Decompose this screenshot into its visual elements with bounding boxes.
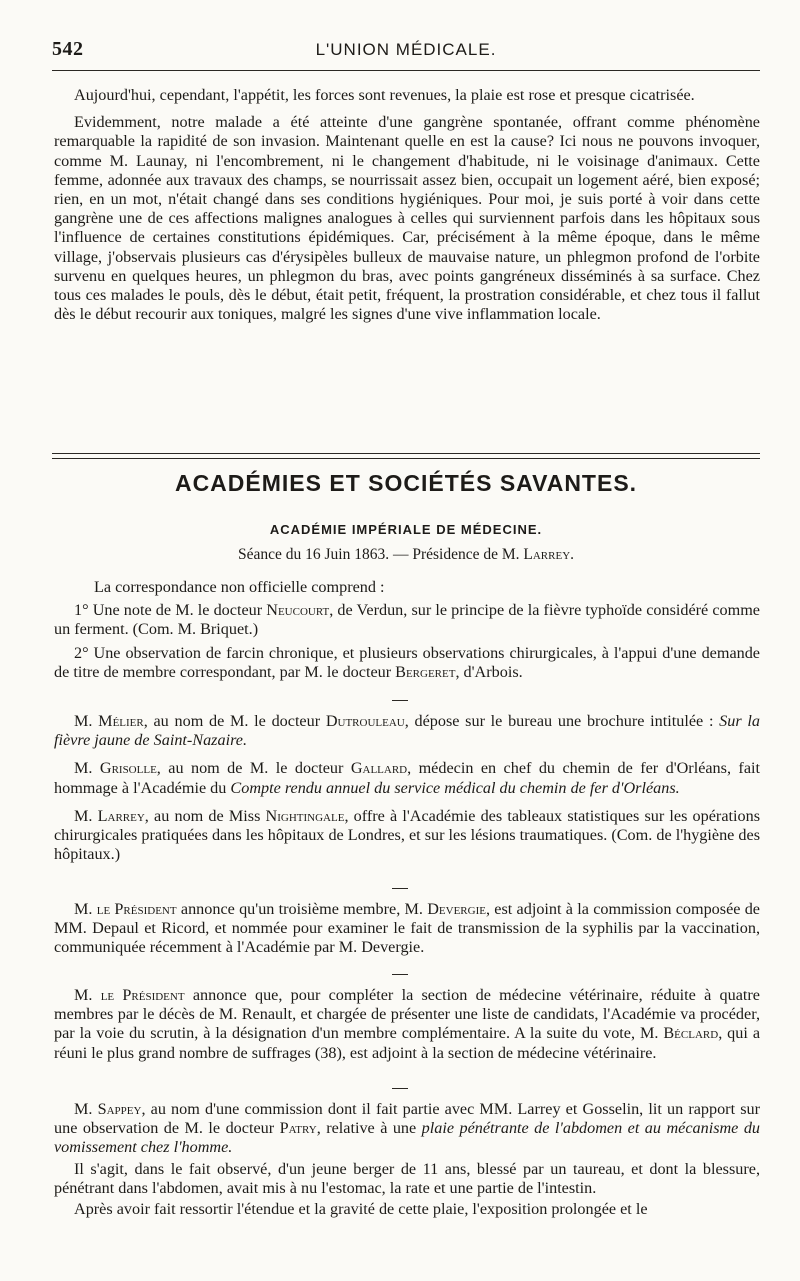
- melier-text-b: , au nom de M. le docteur: [143, 712, 326, 730]
- sappey-name: Sappey: [97, 1100, 142, 1118]
- melier-title: Sur la fièvre jaune de Saint-Nazaire.: [54, 712, 760, 750]
- paragraph-last: Après avoir fait ressortir l'étendue et la gravité de cette plaie, l'exposition prolongée et le: [74, 1200, 648, 1219]
- pres2-name: le Président: [100, 986, 185, 1004]
- pres2-text-b: annonce que, pour compléter la section de médecine vétérinaire, réduite à quatre membres par le décès de M. Renault, et chargée de présenter une liste de candidats, l'Académie va procéder, par la voie du scrutin, à la désignation d'un membre complémentaire. A la suite du vote, M.: [54, 986, 760, 1043]
- pres2-beclard: Béclard: [663, 1024, 719, 1043]
- melier-text-c: , dépose sur le bureau une brochure intitulée :: [404, 712, 720, 730]
- page-header: [52, 38, 760, 64]
- pres1-name: le Président: [96, 900, 177, 918]
- grisolle-name: Grisolle: [99, 759, 157, 778]
- paragraph-president-2: [54, 986, 760, 1063]
- paragraph-sappey: [54, 1100, 760, 1158]
- sappey-title: plaie pénétrante de l'abdomen et au mécanisme du vomissement chez l'homme.: [54, 1119, 761, 1157]
- president-block-2: [54, 986, 760, 1063]
- pres2-m: M.: [74, 986, 101, 1004]
- paragraph-larrey: [54, 807, 760, 865]
- subsection-title: ACADÉMIE IMPÉRIALE DE MÉDECINE.: [269, 522, 543, 537]
- separator-dash: [392, 974, 408, 975]
- article-continuation: [54, 86, 760, 324]
- section-title: ACADÉMIES ET SOCIÉTÉS SAVANTES.: [174, 470, 638, 496]
- larrey-text-c: , offre à l'Académie des tableaux statistiques sur les opérations chirurgicales pratiquées dans les hôpitaux de Londres, et sur les lésions traumatiques. (Com. de l'hygiène des hôpitaux.): [54, 806, 760, 864]
- separator-dash: [392, 888, 408, 889]
- paragraph-gangrene: Evidemment, notre malade a été atteinte d'une gangrène spontanée, offrant comme phénomène remarquable la rapidité de son invasion. Maintenant quelle en est la cause? Ici nous ne pouvons invoquer, comme M. Launay, ni l'encombrement, ni le changement d'habitude, ni le voisinage d'animaux. Cette femme, adonnée aux travaux des champs, se nourrissait assez bien, occupait un logement aéré, bien exposé; rien, en un mot, n'était changé dans ses conditions hygiéniques. Pour moi, je suis porté à voir dans cette gangrène une de ces affections malignes analogues à celles qui surviennent parfois dans les hôpitaux sous l'influence de certaines constitutions épidémiques. Car, précisément à la même époque, dans le même village, j'observais plusieurs cas d'érysipèles bulleux de mauvaise nature, un phlegmon profond de l'orbite survenu en quelques heures, un phlegmon du bras, avec points gangréneux disséminés à sa surface. Chez tous ces malades le pouls, dès le début, était petit, fréquent, la prostration considérable, et chez tous il fallut dès le début recourir aux toniques, malgré les signes d'une vive inflammation locale.: [54, 113, 760, 324]
- item1-text-a: 1° Une note de M. le docteur: [74, 601, 267, 620]
- presentations-block: [54, 712, 760, 864]
- larrey-nightingale: Nightingale: [265, 806, 345, 825]
- session-line: [52, 546, 760, 564]
- session-prefix: Séance du 16 Juin 1863. — Présidence de M.: [237, 546, 524, 563]
- correspondence-item-2: [54, 644, 760, 682]
- paragraph-grisolle: [54, 759, 760, 797]
- pres1-devergie: Devergie: [427, 900, 486, 918]
- separator-dash: [392, 700, 408, 701]
- sappey-text-b: , au nom d'une commission dont il fait partie avec MM. Larrey et Gosselin, lit un rapport sur une observation de M. le docteur: [54, 1100, 760, 1138]
- paragraph-appetite: Aujourd'hui, cependant, l'appétit, les forces sont revenues, la plaie est rose et presque cicatrisée.: [74, 86, 695, 104]
- pres1-text-b: annonce qu'un troisième membre, M.: [176, 900, 428, 918]
- item1-author: Neucourt: [266, 601, 330, 620]
- item2-text-a: 2° Une observation de farcin chronique, et plusieurs observations chirurgicales, à l'appui d'une demande de titre de membre correspondant, par M. le docteur: [54, 643, 760, 681]
- grisolle-title: Compte rendu annuel du service médical du chemin de fer d'Orléans.: [230, 778, 680, 797]
- larrey-m: M.: [74, 806, 98, 825]
- melier-m: M.: [74, 712, 99, 730]
- president-block-1: [54, 900, 760, 958]
- header-rule: [52, 70, 760, 71]
- correspondence-block: [54, 578, 760, 682]
- item2-text-b: , d'Arbois.: [455, 662, 523, 681]
- separator-dash: [392, 1088, 408, 1089]
- larrey-name: Larrey: [97, 806, 145, 825]
- item1-text-b: , de Verdun, sur le principe de la fièvre typhoïde considéré comme un ferment. (Com. M. Briquet.): [54, 601, 760, 639]
- sappey-block: [54, 1100, 760, 1219]
- grisolle-m: M.: [74, 759, 100, 778]
- paragraph-case: Il s'agit, dans le fait observé, d'un jeune berger de 11 ans, blessé par un taureau, et dont la blessure, pénétrant dans l'abdomen, avait mis à nu l'estomac, la rate et une partie de l'intestin.: [54, 1159, 760, 1197]
- session-suffix: .: [570, 546, 575, 563]
- session-president: Larrey: [523, 546, 571, 563]
- pres2-text-c: , qui a réuni le plus grand nombre de suffrages (38), est adjoint à la section de médecine vétérinaire.: [54, 1024, 760, 1062]
- page-number: 542: [52, 38, 84, 60]
- item2-author: Bergeret: [395, 662, 456, 681]
- larrey-text-b: , au nom de Miss: [144, 806, 266, 825]
- pres1-text-c: , est adjoint à la commission composée de MM. Depaul et Ricord, et nommée pour examiner le fait de transmission de la syphilis par la vaccination, communiquée récemment à l'Académie par M. Devergie.: [54, 900, 760, 957]
- sappey-m: M.: [74, 1100, 98, 1118]
- pres1-m: M.: [74, 900, 97, 918]
- correspondence-item-1: [54, 601, 760, 639]
- grisolle-doctor: Gallard: [350, 759, 408, 778]
- paragraph-melier: [54, 712, 760, 750]
- running-title: L'UNION MÉDICALE.: [315, 40, 497, 59]
- sappey-doctor: Patry: [279, 1119, 317, 1138]
- section-rule-lower: [52, 458, 760, 459]
- paragraph-president-1: [54, 900, 760, 958]
- section-rule-upper: [52, 453, 760, 454]
- melier-name: Mélier: [98, 712, 144, 730]
- sappey-text-c: , relative à une: [316, 1119, 422, 1138]
- grisolle-text-b: , au nom de M. le docteur: [156, 759, 351, 778]
- grisolle-text-c: , médecin en chef du chemin de fer d'Orléans, fait hommage à l'Académie du: [54, 759, 760, 797]
- melier-doctor: Dutrouleau: [325, 712, 405, 730]
- correspondence-intro: La correspondance non officielle comprend :: [94, 578, 385, 596]
